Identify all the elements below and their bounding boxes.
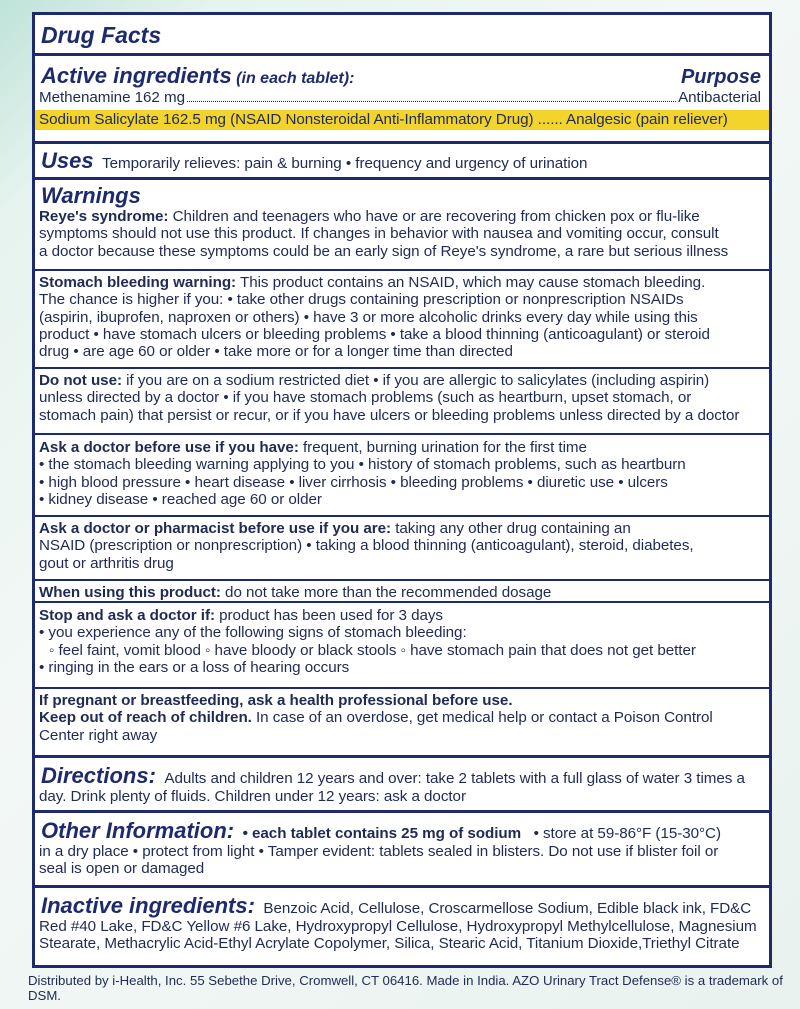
do-not-use-line-3: stomach pain) that persist or recur, or if you have ulcers or bleeding problems unless directed by a doctor — [39, 406, 740, 424]
ask-doctor-label: Ask a doctor before use if you have: — [39, 439, 299, 456]
reye-line-2: symptoms should not use this product. If changes in behavior with nausea and vomiting occur, consult — [39, 225, 719, 243]
inactive-line-1: Benzoic Acid, Cellulose, Croscarmellose Sodium, Edible black ink, FD&C — [263, 900, 752, 917]
warnings-reye-section — [35, 177, 769, 270]
directions-line-2: day. Drink plenty of fluids. Children under 12 years: ask a doctor — [39, 788, 466, 805]
uses-text: Temporarily relieves: pain & burning • frequency and urgency of urination — [102, 155, 588, 172]
ask-doctor-line-4: • kidney disease • reached age 60 or older — [39, 490, 322, 508]
keep-out-line-2: Center right away — [39, 726, 158, 744]
stomach-line-2: The chance is higher if you: • take other drugs containing prescription or nonprescription NSAIDs — [39, 291, 684, 309]
ask-pharmacist-line-1: taking any other drug containing an — [395, 520, 631, 537]
purpose-1: Antibacterial — [678, 89, 761, 106]
stomach-line-1: This product contains an NSAID, which may cause stomach bleeding. — [239, 274, 706, 291]
do-not-use-line-2: unless directed by a doctor • if you have stomach problems (such as heartburn, upset stomach, or — [39, 389, 692, 407]
ask-doctor-line-3: • high blood pressure • heart disease • liver cirrhosis • bleeding problems • diuretic use • ulcers — [39, 473, 668, 491]
ask-pharmacist-line-3: gout or arthritis drug — [39, 554, 174, 572]
stop-line-2: • you experience any of the following signs of stomach bleeding: — [39, 624, 467, 642]
do-not-use-label: Do not use: — [39, 372, 122, 389]
reye-label: Reye's syndrome: — [39, 208, 169, 225]
other-information-section — [35, 810, 769, 888]
other-info-line-3: seal is open or damaged — [39, 860, 205, 878]
drug-facts-title: Drug Facts — [41, 22, 162, 48]
directions-line-1: Adults and children 12 years and over: take 2 tablets with a full glass of water 3 times a — [164, 770, 745, 787]
stomach-line-3: (aspirin, ibuprofen, naproxen or others) • have 3 or more alcoholic drinks every day while using this — [39, 308, 698, 326]
when-using-text: do not take more than the recommended dosage — [225, 584, 552, 601]
distributor-footer: Distributed by i-Health, Inc. 55 Sebethe Drive, Cromwell, CT 06416. Made in India. AZO Urinary Tract Defense® is a trademark of DSM. — [28, 973, 783, 1003]
other-info-line-1: • store at 59-86°F (15-30°C) — [533, 825, 721, 842]
stop-line-3: ◦ feel faint, vomit blood ◦ have bloody or black stools ◦ have stomach pain that does not get better — [49, 641, 696, 659]
ingredient-1: Methenamine 162 mg — [39, 89, 185, 106]
directions-section — [35, 755, 769, 817]
stop-line-1: product has been used for 3 days — [219, 607, 443, 624]
leader-dots — [187, 100, 676, 102]
reye-line-3: a doctor because these symptoms could be an early sign of Reye's syndrome, a rare but serious illness — [39, 242, 729, 260]
reye-line-1: Children and teenagers who have or are recovering from chicken pox or flu-like — [172, 208, 700, 225]
other-info-heading: Other Information: — [41, 818, 235, 843]
other-info-sodium: • each tablet contains 25 mg of sodium — [242, 825, 522, 842]
ask-doctor-section — [35, 433, 769, 525]
stomach-label: Stomach bleeding warning: — [39, 274, 237, 291]
ask-pharmacist-line-2: NSAID (prescription or nonprescription) • taking a blood thinning (anticoagulant), steroid, diabetes, — [39, 537, 694, 555]
active-ingredients-note: (in each tablet): — [236, 70, 355, 87]
stomach-line-4: product • have stomach ulcers or bleeding problems • take a blood thinning (anticoagulant) or steroid — [39, 325, 710, 343]
ingredient-2: Sodium Salicylate 162.5 mg (NSAID Nonsteroidal Anti-Inflammatory Drug) ...... — [39, 111, 563, 129]
keep-out-label: Keep out of reach of children. — [39, 709, 252, 727]
do-not-use-section — [35, 367, 769, 443]
stomach-bleeding-section — [35, 269, 769, 381]
purpose-2: Analgesic (pain reliever) — [566, 111, 728, 129]
stomach-line-5: drug • are age 60 or older • take more or for a longer time than directed — [39, 343, 513, 361]
active-ingredients-heading: Active ingredients — [41, 63, 232, 88]
keep-out-line-1: In case of an overdose, get medical help or contact a Poison Control — [256, 709, 713, 727]
stop-line-4: • ringing in the ears or a loss of hearing occurs — [39, 658, 350, 676]
inactive-ingredients-section — [35, 885, 769, 965]
pregnancy-text: If pregnant or breastfeeding, ask a health professional before use. — [39, 692, 513, 709]
uses-heading: Uses — [41, 148, 94, 173]
uses-section — [35, 141, 769, 178]
when-using-label: When using this product: — [39, 584, 221, 601]
inactive-line-3: Stearate, Methacrylic Acid-Ethyl Acrylate Copolymer, Silica, Stearic Acid, Titanium Dioxide,Triethyl Citrate — [39, 935, 740, 953]
ask-doctor-line-2: • the stomach bleeding warning applying to you • history of stomach problems, such as heartburn — [39, 456, 686, 474]
inactive-heading: Inactive ingredients: — [41, 893, 255, 918]
ask-pharmacist-label: Ask a doctor or pharmacist before use if you are: — [39, 520, 392, 537]
stop-ask-section — [35, 601, 769, 701]
inactive-line-2: Red #40 Lake, FD&C Yellow #6 Lake, Hydroxypropyl Cellulose, Hydroxypropyl Methylcellulose, Magnesium — [39, 918, 757, 935]
drug-facts-header — [35, 15, 769, 53]
drug-facts-panel — [32, 12, 772, 968]
warnings-heading: Warnings — [41, 183, 141, 208]
ask-doctor-line-1: frequent, burning urination for the first time — [303, 439, 587, 456]
stop-label: Stop and ask a doctor if: — [39, 607, 215, 624]
purpose-heading: Purpose — [680, 66, 761, 88]
do-not-use-line-1: if you are on a sodium restricted diet • if you are allergic to salicylates (including aspirin) — [126, 372, 710, 389]
directions-heading: Directions: — [41, 763, 156, 788]
other-info-line-2: in a dry place • protect from light • Tamper evident: tablets sealed in blisters. Do not use if blister foil or — [39, 843, 719, 860]
